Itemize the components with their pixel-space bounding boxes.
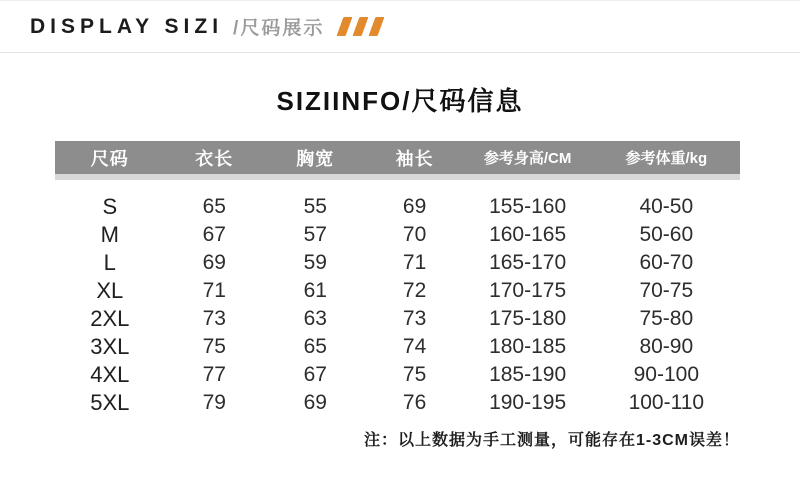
table-cell: 67	[202, 223, 226, 246]
banner-title-zh: /尺码展示	[233, 18, 325, 39]
header-cell: 袖长	[395, 148, 434, 169]
measurement-note: 注：以上数据为手工测量，可能存在1-3CM误差！	[363, 432, 740, 449]
size-label-cell: 2XL	[90, 306, 130, 331]
triple-slash-icon	[340, 17, 388, 36]
size-label-cell: M	[100, 222, 119, 247]
table-cell: 90-100	[633, 363, 700, 386]
table-cell: 40-50	[639, 195, 694, 218]
table-cell: 70-75	[639, 279, 694, 302]
table-cell: 180-185	[489, 335, 567, 358]
table-cell: 69	[303, 391, 327, 414]
size-label-cell: 5XL	[90, 390, 130, 415]
table-cell: 165-170	[489, 251, 567, 274]
table-cell: 65	[303, 335, 327, 358]
table-row	[55, 361, 740, 389]
table-cell: 175-180	[489, 307, 567, 330]
table-cell: 76	[402, 391, 427, 414]
table-row	[55, 277, 740, 305]
header-cell: 胸宽	[296, 148, 335, 169]
table-row	[55, 389, 740, 417]
table-cell: 70	[402, 223, 427, 246]
table-cell: 80-90	[639, 335, 694, 358]
table-cell: 69	[202, 251, 226, 274]
table-row	[55, 193, 740, 221]
size-label-cell: S	[102, 194, 118, 219]
table-cell: 55	[303, 195, 327, 218]
slash-bar-icon	[369, 17, 385, 36]
header-cell: 参考体重/kg	[625, 150, 708, 167]
table-header-row	[55, 141, 740, 174]
table-cell: 185-190	[489, 363, 567, 386]
size-table	[55, 141, 740, 417]
table-cell: 67	[303, 363, 327, 386]
size-label-cell: 3XL	[90, 334, 130, 359]
table-cell: 59	[303, 251, 327, 274]
table-cell: 50-60	[639, 223, 694, 246]
table-cell: 100-110	[628, 391, 705, 414]
table-cell: 63	[303, 307, 327, 330]
table-row	[55, 305, 740, 333]
table-row	[55, 249, 740, 277]
table-cell: 170-175	[489, 279, 567, 302]
table-body	[55, 180, 740, 417]
slash-bar-icon	[353, 17, 369, 36]
header-cell: 参考身高/CM	[483, 150, 572, 167]
table-cell: 190-195	[489, 391, 567, 414]
table-cell: 155-160	[489, 195, 567, 218]
header-cell: 衣长	[195, 148, 234, 169]
slash-bar-icon	[337, 17, 353, 36]
header-cell: 尺码	[90, 148, 129, 169]
table-cell: 72	[402, 279, 427, 302]
size-label-cell: L	[103, 250, 116, 275]
table-cell: 65	[202, 195, 226, 218]
table-cell: 60-70	[639, 251, 694, 274]
table-cell: 77	[202, 363, 226, 386]
table-cell: 73	[202, 307, 226, 330]
table-cell: 73	[402, 307, 427, 330]
banner-title-en: DISPLAY SIZI	[30, 14, 224, 38]
table-cell: 75-80	[639, 307, 694, 330]
table-cell: 160-165	[489, 223, 567, 246]
section-banner	[0, 1, 800, 53]
table-row	[55, 221, 740, 249]
table-cell: 74	[402, 335, 427, 358]
table-cell: 79	[202, 391, 226, 414]
table-cell: 75	[402, 363, 427, 386]
table-cell: 75	[202, 335, 226, 358]
table-cell: 71	[402, 251, 427, 274]
table-cell: 57	[303, 223, 327, 246]
table-cell: 71	[202, 279, 226, 302]
table-row	[55, 333, 740, 361]
size-label-cell: 4XL	[90, 362, 130, 387]
size-label-cell: XL	[96, 278, 124, 303]
section-title: SIZIINFO/尺码信息	[276, 86, 524, 116]
table-cell: 61	[303, 279, 327, 302]
table-cell: 69	[402, 195, 427, 218]
